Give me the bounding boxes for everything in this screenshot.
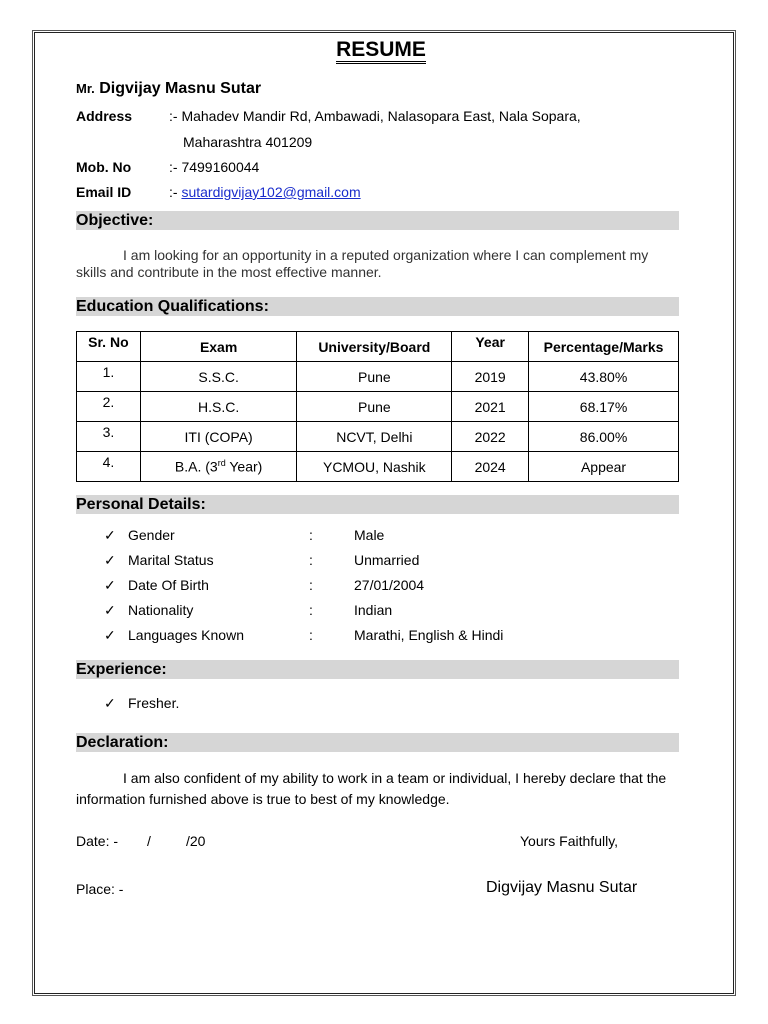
list-item: [104, 693, 664, 713]
objective-text: I am looking for an opportunity in a reputed organization where I can complement my skills and contribute in the most effective manner.: [76, 247, 649, 280]
cell-board: Pune: [297, 392, 452, 422]
cell-year: 2022: [452, 422, 529, 452]
list-item: [104, 525, 664, 545]
cell-marks: 68.17%: [529, 392, 679, 422]
detail-value: Male: [354, 527, 385, 543]
education-table: [76, 331, 679, 482]
cell-sr: 4.: [77, 452, 141, 482]
name-text: Digvijay Masnu Sutar: [99, 80, 262, 97]
place-label: Place: -: [76, 881, 124, 897]
detail-key: Gender: [128, 527, 175, 543]
detail-separator: :: [309, 602, 313, 618]
detail-separator: :: [309, 552, 313, 568]
table-row: [77, 452, 679, 482]
col-header-marks: Percentage/Marks: [529, 332, 679, 362]
address-label: Address: [76, 108, 133, 124]
personal-heading: Personal Details:: [76, 495, 679, 514]
cell-year: 2021: [452, 392, 529, 422]
date-label: Date: -: [76, 833, 119, 849]
experience-heading: Experience:: [76, 660, 679, 679]
detail-key: Date Of Birth: [128, 577, 209, 593]
checkmark-icon: ✓: [104, 602, 116, 618]
cell-year: 2019: [452, 362, 529, 392]
detail-separator: :: [309, 627, 313, 643]
page-title: RESUME: [0, 38, 762, 64]
cell-marks: 43.80%: [529, 362, 679, 392]
email-prefix: :-: [169, 184, 182, 200]
table-row: [77, 422, 679, 452]
closing-text: Yours Faithfully,: [520, 833, 619, 849]
objective-heading: Objective:: [76, 211, 679, 230]
cell-sr: 2.: [77, 392, 141, 422]
declaration-heading: Declaration:: [76, 733, 679, 752]
education-heading: Education Qualifications:: [76, 297, 679, 316]
detail-value: Marathi, English & Hindi: [354, 627, 504, 643]
cell-exam: ITI (COPA): [140, 422, 297, 452]
cell-marks: 86.00%: [529, 422, 679, 452]
detail-value: Indian: [354, 602, 393, 618]
detail-key: Languages Known: [128, 627, 244, 643]
detail-key: Marital Status: [128, 552, 214, 568]
date-slash: /: [147, 833, 151, 849]
mobile-label: Mob. No: [76, 159, 132, 175]
email-label: Email ID: [76, 184, 132, 200]
list-item: [104, 600, 664, 620]
table-header-row: [77, 332, 679, 362]
detail-value: 27/01/2004: [354, 577, 425, 593]
list-item: [104, 625, 664, 645]
honorific: Mr.: [76, 81, 95, 96]
table-row: [77, 362, 679, 392]
checkmark-icon: ✓: [104, 627, 116, 643]
col-header-exam: Exam: [140, 332, 297, 362]
detail-separator: :: [309, 527, 313, 543]
candidate-name: [76, 80, 261, 98]
experience-item: Fresher.: [128, 695, 180, 711]
detail-value: Unmarried: [354, 552, 420, 568]
table-row: [77, 392, 679, 422]
mobile-value: :- 7499160044: [169, 159, 260, 175]
cell-sr: 1.: [77, 362, 141, 392]
detail-key: Nationality: [128, 602, 194, 618]
declaration-text: I am also confident of my ability to work in a team or individual, I hereby declare that the information furnished above is true to best of my knowledge.: [76, 770, 667, 807]
checkmark-icon: ✓: [104, 527, 116, 543]
list-item: [104, 575, 664, 595]
checkmark-icon: ✓: [104, 695, 116, 711]
cell-marks: Appear: [529, 452, 679, 482]
col-header-year: Year: [452, 332, 529, 362]
checkmark-icon: ✓: [104, 552, 116, 568]
cell-exam: H.S.C.: [140, 392, 297, 422]
detail-separator: :: [309, 577, 313, 593]
col-header-board: University/Board: [297, 332, 452, 362]
signature-name: Digvijay Masnu Sutar: [486, 879, 638, 896]
email-row: [169, 184, 361, 200]
cell-sr: 3.: [77, 422, 141, 452]
email-link[interactable]: sutardigvijay102@gmail.com: [181, 184, 361, 200]
cell-exam: B.A. (3rd Year): [140, 452, 297, 482]
date-year: /20: [186, 833, 206, 849]
checkmark-icon: ✓: [104, 577, 116, 593]
cell-board: Pune: [297, 362, 452, 392]
cell-board: NCVT, Delhi: [297, 422, 452, 452]
cell-year: 2024: [452, 452, 529, 482]
address-line-2: Maharashtra 401209: [183, 134, 313, 150]
col-header-sr: Sr. No: [77, 332, 141, 362]
cell-exam: S.S.C.: [140, 362, 297, 392]
address-line-1: :- Mahadev Mandir Rd, Ambawadi, Nalasopara East, Nala Sopara,: [169, 108, 581, 124]
list-item: [104, 550, 664, 570]
cell-board: YCMOU, Nashik: [297, 452, 452, 482]
